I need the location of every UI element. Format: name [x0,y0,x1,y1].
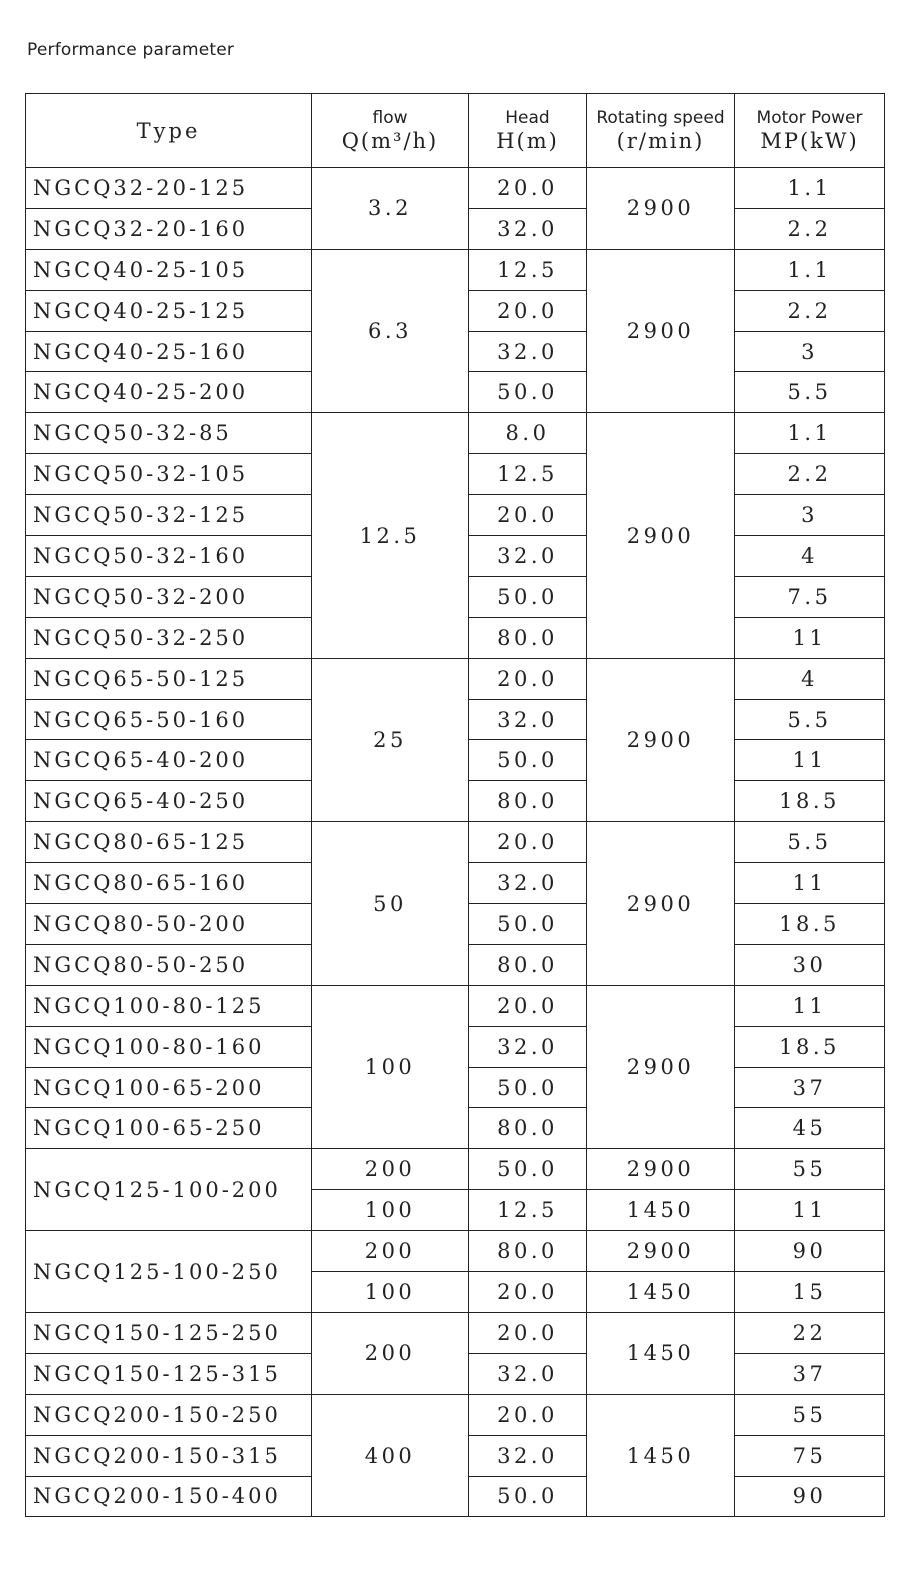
power-cell: 1.1 [735,413,885,454]
head-cell: 20.0 [469,1394,587,1435]
head-cell: 50.0 [469,1067,587,1108]
power-cell: 18.5 [735,904,885,945]
type-cell: NGCQ32-20-125 [26,168,312,209]
speed-cell: 2900 [587,249,735,413]
head-cell: 20.0 [469,658,587,699]
head-cell: 20.0 [469,822,587,863]
power-cell: 2.2 [735,208,885,249]
head-cell: 32.0 [469,1435,587,1476]
head-cell: 50.0 [469,904,587,945]
type-cell: NGCQ40-25-200 [26,372,312,413]
head-cell: 50.0 [469,372,587,413]
power-cell: 90 [735,1476,885,1517]
head-cell: 80.0 [469,1108,587,1149]
header-row [26,94,885,168]
type-cell: NGCQ50-32-250 [26,617,312,658]
flow-cell: 3.2 [312,168,469,250]
speed-cell: 1450 [587,1312,735,1394]
head-cell: 32.0 [469,536,587,577]
power-cell: 4 [735,658,885,699]
speed-cell: 2900 [587,1149,735,1190]
power-cell: 2.2 [735,454,885,495]
power-cell: 5.5 [735,822,885,863]
power-cell: 5.5 [735,372,885,413]
flow-cell: 100 [312,985,469,1149]
flow-cell: 200 [312,1231,469,1272]
head-cell: 32.0 [469,208,587,249]
header-power-label: Motor Power [756,107,863,128]
power-cell: 11 [735,1190,885,1231]
head-cell: 80.0 [469,781,587,822]
type-cell: NGCQ32-20-160 [26,208,312,249]
head-cell: 32.0 [469,699,587,740]
head-cell: 12.5 [469,454,587,495]
head-cell: 8.0 [469,413,587,454]
header-power-unit: MP(kW) [760,128,859,153]
speed-cell: 2900 [587,413,735,658]
power-cell: 18.5 [735,781,885,822]
type-cell: NGCQ80-65-125 [26,822,312,863]
header-speed-label: Rotating speed [596,107,725,128]
table-row [26,1394,885,1435]
head-cell: 32.0 [469,331,587,372]
power-cell: 11 [735,740,885,781]
flow-cell: 200 [312,1312,469,1394]
power-cell: 22 [735,1312,885,1353]
head-cell: 80.0 [469,617,587,658]
header-head-unit: H(m) [496,128,559,153]
type-cell: NGCQ65-40-200 [26,740,312,781]
speed-cell: 2900 [587,822,735,986]
speed-cell: 2900 [587,658,735,822]
speed-cell: 2900 [587,168,735,250]
header-type [26,94,312,168]
type-cell: NGCQ100-80-125 [26,985,312,1026]
power-cell: 11 [735,617,885,658]
table-row [26,168,885,209]
head-cell: 20.0 [469,495,587,536]
power-cell: 1.1 [735,168,885,209]
head-cell: 20.0 [469,1312,587,1353]
header-type-label: Type [136,118,201,143]
flow-cell: 100 [312,1272,469,1313]
type-cell: NGCQ100-65-200 [26,1067,312,1108]
power-cell: 5.5 [735,699,885,740]
type-cell: NGCQ50-32-160 [26,536,312,577]
power-cell: 3 [735,331,885,372]
power-cell: 45 [735,1108,885,1149]
flow-cell: 6.3 [312,249,469,413]
type-cell: NGCQ40-25-125 [26,290,312,331]
head-cell: 50.0 [469,740,587,781]
type-cell: NGCQ100-65-250 [26,1108,312,1149]
type-cell: NGCQ65-50-160 [26,699,312,740]
type-cell: NGCQ50-32-200 [26,576,312,617]
table-body [26,168,885,1517]
type-cell: NGCQ200-150-400 [26,1476,312,1517]
header-speed-unit: (r/min) [616,128,705,153]
type-cell: NGCQ40-25-105 [26,249,312,290]
speed-cell: 1450 [587,1394,735,1517]
type-cell: NGCQ150-125-315 [26,1353,312,1394]
power-cell: 11 [735,863,885,904]
header-head-label: Head [505,107,550,128]
power-cell: 2.2 [735,290,885,331]
power-cell: 90 [735,1231,885,1272]
power-cell: 18.5 [735,1026,885,1067]
power-cell: 7.5 [735,576,885,617]
type-cell: NGCQ125-100-250 [26,1231,312,1313]
power-cell: 30 [735,944,885,985]
power-cell: 1.1 [735,249,885,290]
type-cell: NGCQ50-32-105 [26,454,312,495]
speed-cell: 2900 [587,1231,735,1272]
table-row [26,413,885,454]
speed-cell: 2900 [587,985,735,1149]
power-cell: 55 [735,1149,885,1190]
type-cell: NGCQ80-65-160 [26,863,312,904]
head-cell: 50.0 [469,1476,587,1517]
type-cell: NGCQ50-32-125 [26,495,312,536]
head-cell: 32.0 [469,863,587,904]
head-cell: 20.0 [469,168,587,209]
power-cell: 4 [735,536,885,577]
table-row [26,985,885,1026]
head-cell: 80.0 [469,1231,587,1272]
head-cell: 12.5 [469,1190,587,1231]
type-cell: NGCQ200-150-315 [26,1435,312,1476]
flow-cell: 50 [312,822,469,986]
table-row [26,822,885,863]
head-cell: 20.0 [469,985,587,1026]
power-cell: 11 [735,985,885,1026]
power-cell: 55 [735,1394,885,1435]
header-flow [312,94,469,168]
power-cell: 37 [735,1353,885,1394]
type-cell: NGCQ125-100-200 [26,1149,312,1231]
flow-cell: 12.5 [312,413,469,658]
type-cell: NGCQ80-50-250 [26,944,312,985]
table-row [26,1231,885,1272]
header-flow-unit: Q(m³/h) [341,128,439,153]
speed-cell: 1450 [587,1190,735,1231]
head-cell: 32.0 [469,1353,587,1394]
table-row [26,249,885,290]
head-cell: 32.0 [469,1026,587,1067]
type-cell: NGCQ100-80-160 [26,1026,312,1067]
type-cell: NGCQ200-150-250 [26,1394,312,1435]
head-cell: 20.0 [469,290,587,331]
power-cell: 3 [735,495,885,536]
table-row [26,1312,885,1353]
type-cell: NGCQ65-50-125 [26,658,312,699]
flow-cell: 25 [312,658,469,822]
header-speed [587,94,735,168]
performance-table [25,93,885,1517]
flow-cell: 100 [312,1190,469,1231]
type-cell: NGCQ150-125-250 [26,1312,312,1353]
header-flow-label: flow [372,107,408,128]
table-row [26,1149,885,1190]
page-title: Performance parameter [27,40,235,60]
header-power [735,94,885,168]
power-cell: 75 [735,1435,885,1476]
type-cell: NGCQ50-32-85 [26,413,312,454]
power-cell: 37 [735,1067,885,1108]
head-cell: 12.5 [469,249,587,290]
flow-cell: 200 [312,1149,469,1190]
head-cell: 20.0 [469,1272,587,1313]
head-cell: 80.0 [469,944,587,985]
type-cell: NGCQ40-25-160 [26,331,312,372]
power-cell: 15 [735,1272,885,1313]
head-cell: 50.0 [469,1149,587,1190]
speed-cell: 1450 [587,1272,735,1313]
head-cell: 50.0 [469,576,587,617]
type-cell: NGCQ80-50-200 [26,904,312,945]
table-row [26,658,885,699]
type-cell: NGCQ65-40-250 [26,781,312,822]
flow-cell: 400 [312,1394,469,1517]
header-head [469,94,587,168]
